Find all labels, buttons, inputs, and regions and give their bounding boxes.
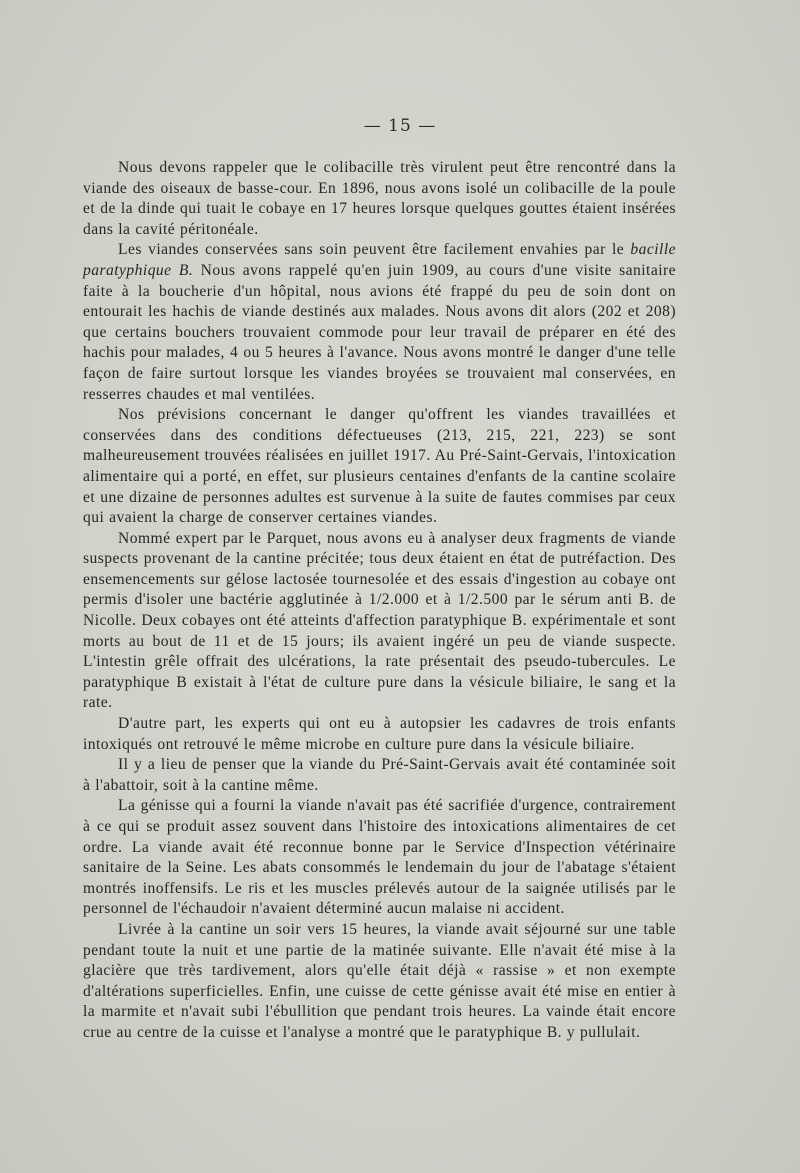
paragraph-text: Nous devons rappeler que le colibacille très virulent peut être rencontré dans la viande des oiseaux de basse-cour. En 1896, nous avons isolé un colibacille de la poule et de la dinde qui tuait le cobaye en 17 heures lorsque quelques gouttes étaient insérées dans la cavité péritonéale. <box>83 159 676 238</box>
paragraph-text: Nommé expert par le Parquet, nous avons eu à analyser deux fragments de viande suspects provenant de la cantine précitée; tous deux étaient en état de putréfaction. Des ensemencements sur gélose lactosée tournesolée et des essais d'ingestion au cobaye ont permis d'isoler une bactérie agglutinée à 1/2.000 et à 1/2.500 par le sérum anti B. de Nicolle. Deux cobayes ont été atteints d'affection paratyphique B. expérimentale et sont morts au bout de 11 et de 15 jours; ils avaient ingéré un peu de viande suspecte. L'intestin grêle offrait des ulcérations, la rate présentait des pseudo-tubercules. Le paratyphique B existait à l'état de culture pure dans la vésicule biliaire, le sang et la rate. <box>83 529 676 712</box>
paragraph <box>83 529 676 714</box>
italic-term: bacille paratyphique B. <box>83 241 676 279</box>
paragraph <box>83 158 676 240</box>
paragraph <box>83 920 676 1044</box>
paragraph <box>83 240 676 405</box>
paragraph-text: Livrée à la cantine un soir vers 15 heures, la viande avait séjourné sur une table pendant toute la nuit et une partie de la matinée suivante. Elle n'avait été mise à la glacière que très tardivement, alors qu'elle était déjà « rassise » et non exempte d'altérations superficielles. Enfin, une cuisse de cette génisse avait été mise en entier à la marmite et n'avait subi l'ébullition que pendant trois heures. La vainde était encore crue au centre de la cuisse et l'analyse a montré que le paratyphique B. y pullulait. <box>83 920 676 1041</box>
paragraph-text: Nos prévisions concernant le danger qu'offrent les viandes travaillées et conservées dans des conditions défectueuses (213, 215, 221, 223) se sont malheureusement trouvées réalisées en juillet 1917. Au Pré-Saint-Gervais, l'intoxication alimentaire qui a porté, en effet, sur plusieurs centaines d'enfants de la cantine scolaire et une dizaine de personnes adultes est survenue à la suite de fautes commises par ceux qui avaient la charge de conserver certaines viandes. <box>83 406 676 527</box>
paragraph-text: Nous avons rappelé qu'en juin 1909, au cours d'une visite sanitaire faite à la boucherie d'un hôpital, nous avions été frappé du peu de soin dont on entourait les hachis de viande destinés aux malades. Nous avons dit alors (202 et 208) que certains bouchers trouvaient commode pour leur travail de préparer en été des hachis pour malades, 4 ou 5 heures à l'avance. Nous avons montré le danger d'une telle façon de faire surtout lorsque les viandes broyées se trouvaient mal conservées, en resserres chaudes et mal ventilées. <box>83 261 676 403</box>
paragraph <box>83 405 676 529</box>
page-number: — 15 — <box>363 116 437 136</box>
paragraph-text: La génisse qui a fourni la viande n'avait pas été sacrifiée d'urgence, contrairement à ce qui se produit assez souvent dans l'histoire des intoxications alimentaires de cet ordre. La viande avait été reconnue bonne par le Service d'Inspection vétérinaire sanitaire de la Seine. Les abats consommés le lendemain du jour de l'abatage s'étaient montrés inoffensifs. Le ris et les muscles prélevés autour de la saignée utilisés par le personnel de l'échaudoir n'avaient déterminé aucun malaise ni accident. <box>83 797 676 918</box>
body-text <box>83 158 676 1044</box>
paragraph <box>83 714 676 755</box>
paragraph <box>83 755 676 796</box>
paragraph <box>83 796 676 920</box>
paragraph-text: Il y a lieu de penser que la viande du Pré-Saint-Gervais avait été contaminée soit à l'abattoir, soit à la cantine même. <box>83 756 676 794</box>
paragraph-text: Les viandes conservées sans soin peuvent être facilement envahies par le <box>118 241 631 259</box>
paragraph-text: D'autre part, les experts qui ont eu à autopsier les cadavres de trois enfants intoxiqués ont retrouvé le même microbe en culture pure dans la vésicule biliaire. <box>83 715 676 753</box>
